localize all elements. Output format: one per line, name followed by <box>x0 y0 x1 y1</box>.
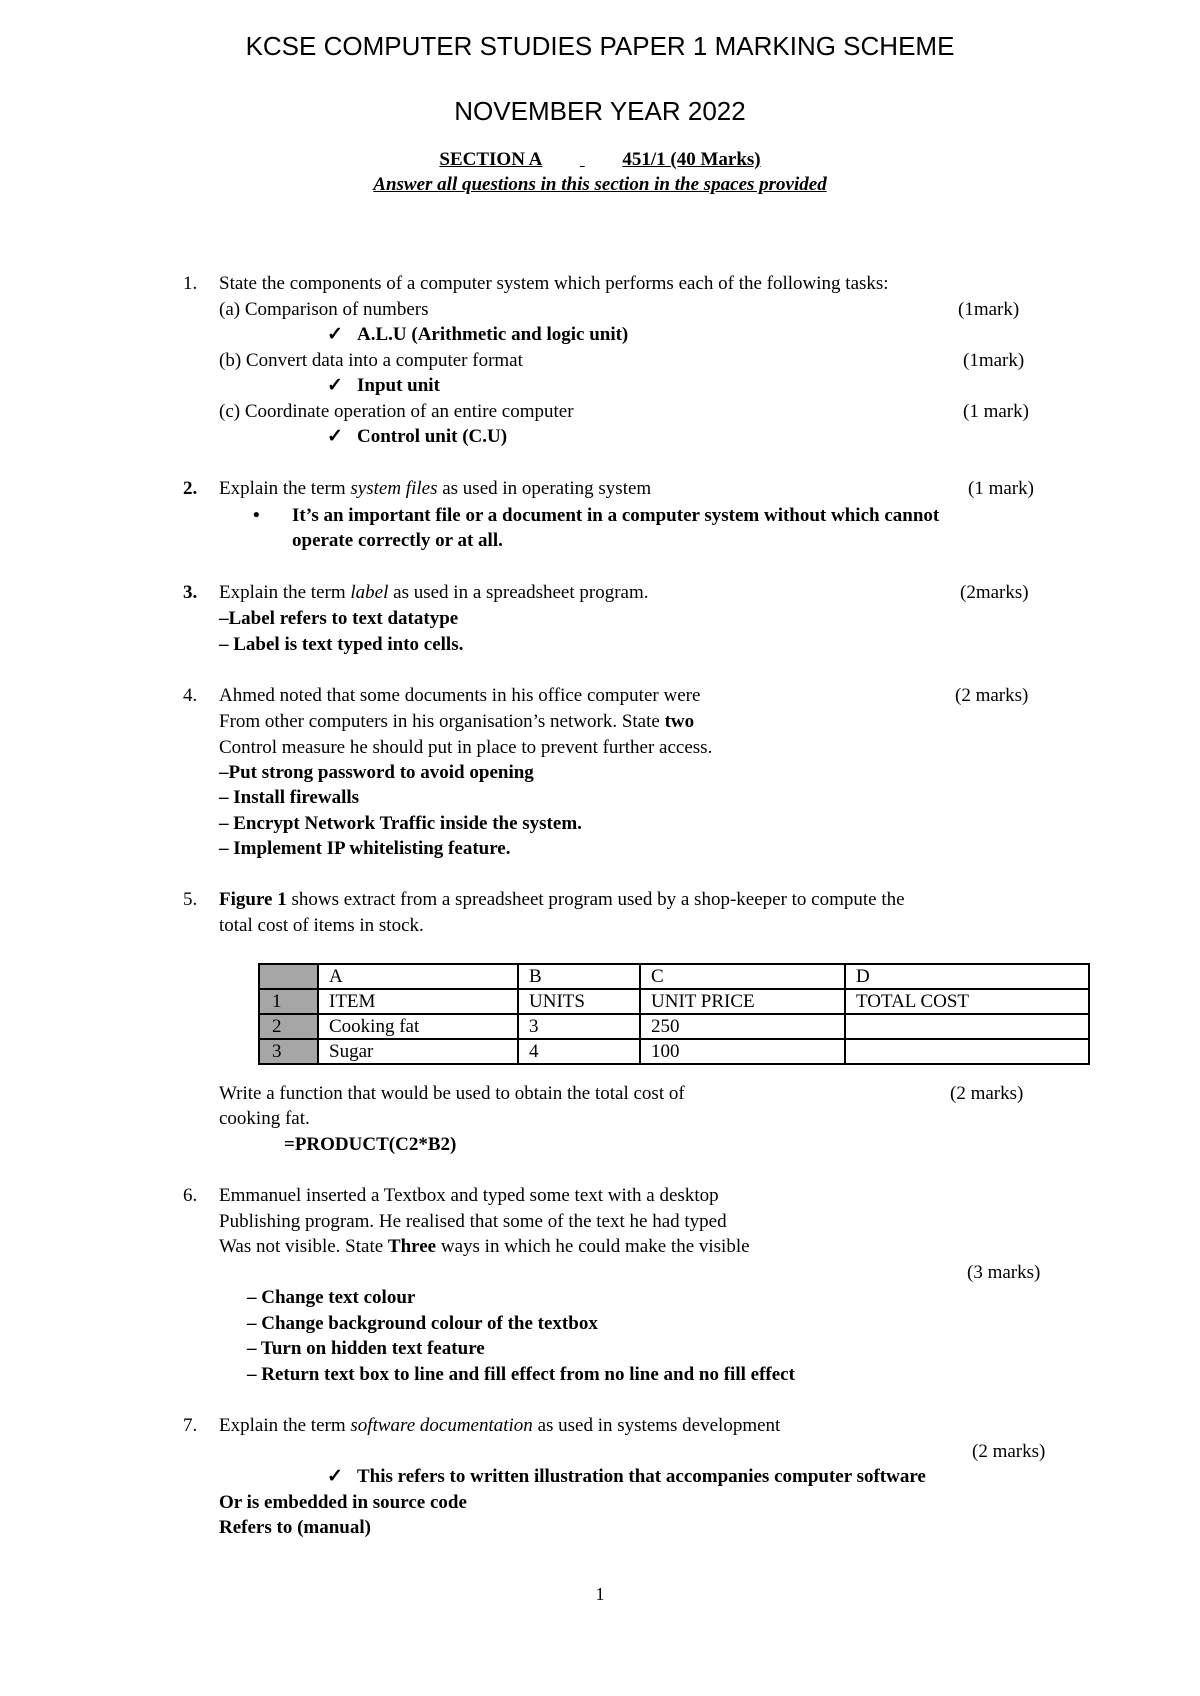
table-cell: 250 <box>640 1014 845 1039</box>
section-instruction: Answer all questions in this section in the spaces provided <box>373 174 827 195</box>
table-cell: C <box>640 964 845 989</box>
q7-answer-line1 <box>327 1465 926 1489</box>
q3-term: label <box>350 582 389 603</box>
q3-mark: (2marks) <box>960 582 1029 603</box>
spreadsheet-figure <box>258 963 1090 1065</box>
check-icon: ✓ <box>327 375 343 396</box>
table-cell: ITEM <box>318 989 518 1014</box>
q1c-answer-text: Control unit (C.U) <box>357 426 508 447</box>
table-cell <box>259 964 318 989</box>
q7-text-post: as used in systems development <box>532 1415 781 1436</box>
q5-line1-rest: shows extract from a spreadsheet program used by a shop-keeper to compute the <box>286 889 905 910</box>
table-cell: 100 <box>640 1039 845 1064</box>
q5-line2: total cost of items in stock. <box>219 915 424 936</box>
q6-answer-2: – Change background colour of the textbox <box>247 1313 598 1334</box>
q5-figure-ref: Figure 1 <box>219 889 287 910</box>
q1c-answer <box>327 425 507 449</box>
q1b-text: (b) Convert data into a computer format <box>219 350 523 371</box>
q3-answer-line2: – Label is text typed into cells. <box>219 634 464 655</box>
q1b-answer-text: Input unit <box>357 375 440 396</box>
q5-mark: (2 marks) <box>950 1083 1024 1104</box>
q4-answer-3: – Encrypt Network Traffic inside the system. <box>219 813 582 834</box>
q4-number: 4. <box>183 685 198 706</box>
q1a-answer <box>327 323 628 347</box>
q5-line1 <box>219 888 905 912</box>
q3-number: 3. <box>183 582 198 603</box>
q2-text <box>219 477 651 501</box>
q6-line2: Publishing program. He realised that some of the text he had typed <box>219 1211 727 1232</box>
q5-number: 5. <box>183 889 198 910</box>
section-label: SECTION A <box>439 149 543 170</box>
q2-answer-line1: It’s an important file or a document in a computer system without which cannot <box>292 505 940 526</box>
q6-answer-3: – Turn on hidden text feature <box>247 1338 485 1359</box>
q4-line3: Control measure he should put in place to prevent further access. <box>219 737 713 758</box>
q5-question-line1: Write a function that would be used to obtain the total cost of <box>219 1083 685 1104</box>
q1-text: State the components of a computer system which performs each of the following tasks: <box>219 273 889 294</box>
table-row <box>259 1039 1089 1064</box>
q6-mark: (3 marks) <box>967 1262 1041 1283</box>
q7-mark: (2 marks) <box>972 1441 1046 1462</box>
q6-line3-bold: Three <box>387 1236 437 1257</box>
table-cell: UNITS <box>518 989 640 1014</box>
section-heading <box>0 148 1200 172</box>
q1b-answer <box>327 374 440 398</box>
q1c-text: (c) Coordinate operation of an entire computer <box>219 401 574 422</box>
check-icon: ✓ <box>327 426 343 447</box>
table-cell: D <box>845 964 1089 989</box>
table-row <box>259 1014 1089 1039</box>
table-cell: 4 <box>518 1039 640 1064</box>
table-cell <box>845 1014 1089 1039</box>
q3-text-post: as used in a spreadsheet program. <box>388 582 649 603</box>
q6-line3 <box>219 1235 750 1259</box>
page-number: 1 <box>595 1584 605 1604</box>
q3-answer-line1: –Label refers to text datatype <box>219 608 459 629</box>
q4-answer-2: – Install firewalls <box>219 787 360 808</box>
q1a-mark: (1mark) <box>958 299 1020 320</box>
q1b-mark: (1mark) <box>963 350 1025 371</box>
table-cell: 3 <box>518 1014 640 1039</box>
table-cell: B <box>518 964 640 989</box>
table-cell: Sugar <box>318 1039 518 1064</box>
q7-number: 7. <box>183 1415 198 1436</box>
q4-line2-pre: From other computers in his organisation’s network. State <box>219 711 665 732</box>
q6-answer-1: – Change text colour <box>247 1287 416 1308</box>
q4-mark: (2 marks) <box>955 685 1029 706</box>
table-row <box>259 989 1089 1014</box>
q7-answer-line3: Refers to (manual) <box>219 1517 371 1538</box>
q7-answer-line2: Or is embedded in source code <box>219 1492 467 1513</box>
q3-text <box>219 581 649 605</box>
q1c-mark: (1 mark) <box>963 401 1029 422</box>
q3-text-pre: Explain the term <box>219 582 351 603</box>
check-icon: ✓ <box>327 1466 343 1487</box>
document-subtitle: NOVEMBER YEAR 2022 <box>454 96 746 126</box>
q2-answer-line2: operate correctly or at all. <box>292 530 503 551</box>
q2-bullet: • <box>253 505 260 526</box>
q2-text-post: as used in operating system <box>437 478 652 499</box>
q6-line1: Emmanuel inserted a Textbox and typed some text with a desktop <box>219 1185 719 1206</box>
check-icon: ✓ <box>327 324 343 345</box>
q4-answer-1: –Put strong password to avoid opening <box>219 762 534 783</box>
table-cell: 2 <box>259 1014 318 1039</box>
q1a-answer-text: A.L.U (Arithmetic and logic unit) <box>357 324 629 345</box>
q6-number: 6. <box>183 1185 198 1206</box>
q4-line2 <box>219 710 694 734</box>
table-cell: Cooking fat <box>318 1014 518 1039</box>
q7-text <box>219 1414 780 1438</box>
q2-term: system files <box>350 478 438 499</box>
q5-answer: =PRODUCT(C2*B2) <box>284 1134 457 1155</box>
table-row <box>259 964 1089 989</box>
q1-number: 1. <box>183 273 198 294</box>
document-title: KCSE COMPUTER STUDIES PAPER 1 MARKING SCHEME <box>245 31 955 61</box>
q4-line1: Ahmed noted that some documents in his office computer were <box>219 685 701 706</box>
q6-line3-pre: Was not visible. State <box>219 1236 388 1257</box>
q2-number: 2. <box>183 478 198 499</box>
q6-line3-post: ways in which he could make the visible <box>436 1236 750 1257</box>
table-cell: 1 <box>259 989 318 1014</box>
table-cell: 3 <box>259 1039 318 1064</box>
q1a-text: (a) Comparison of numbers <box>219 299 429 320</box>
q2-text-pre: Explain the term <box>219 478 351 499</box>
q6-answer-4: – Return text box to line and fill effect from no line and no fill effect <box>247 1364 795 1385</box>
section-code: 451/1 (40 Marks) <box>622 149 761 170</box>
q7-term: software documentation <box>350 1415 533 1436</box>
q4-answer-4: – Implement IP whitelisting feature. <box>219 838 511 859</box>
table-cell: TOTAL COST <box>845 989 1089 1014</box>
table-cell: UNIT PRICE <box>640 989 845 1014</box>
table-cell <box>845 1039 1089 1064</box>
q2-mark: (1 mark) <box>968 478 1034 499</box>
table-cell: A <box>318 964 518 989</box>
q7-text-pre: Explain the term <box>219 1415 351 1436</box>
q5-question-line2: cooking fat. <box>219 1108 310 1129</box>
q4-line2-bold: two <box>664 711 695 732</box>
q7-answer-line1-text: This refers to written illustration that accompanies computer software <box>357 1466 926 1487</box>
